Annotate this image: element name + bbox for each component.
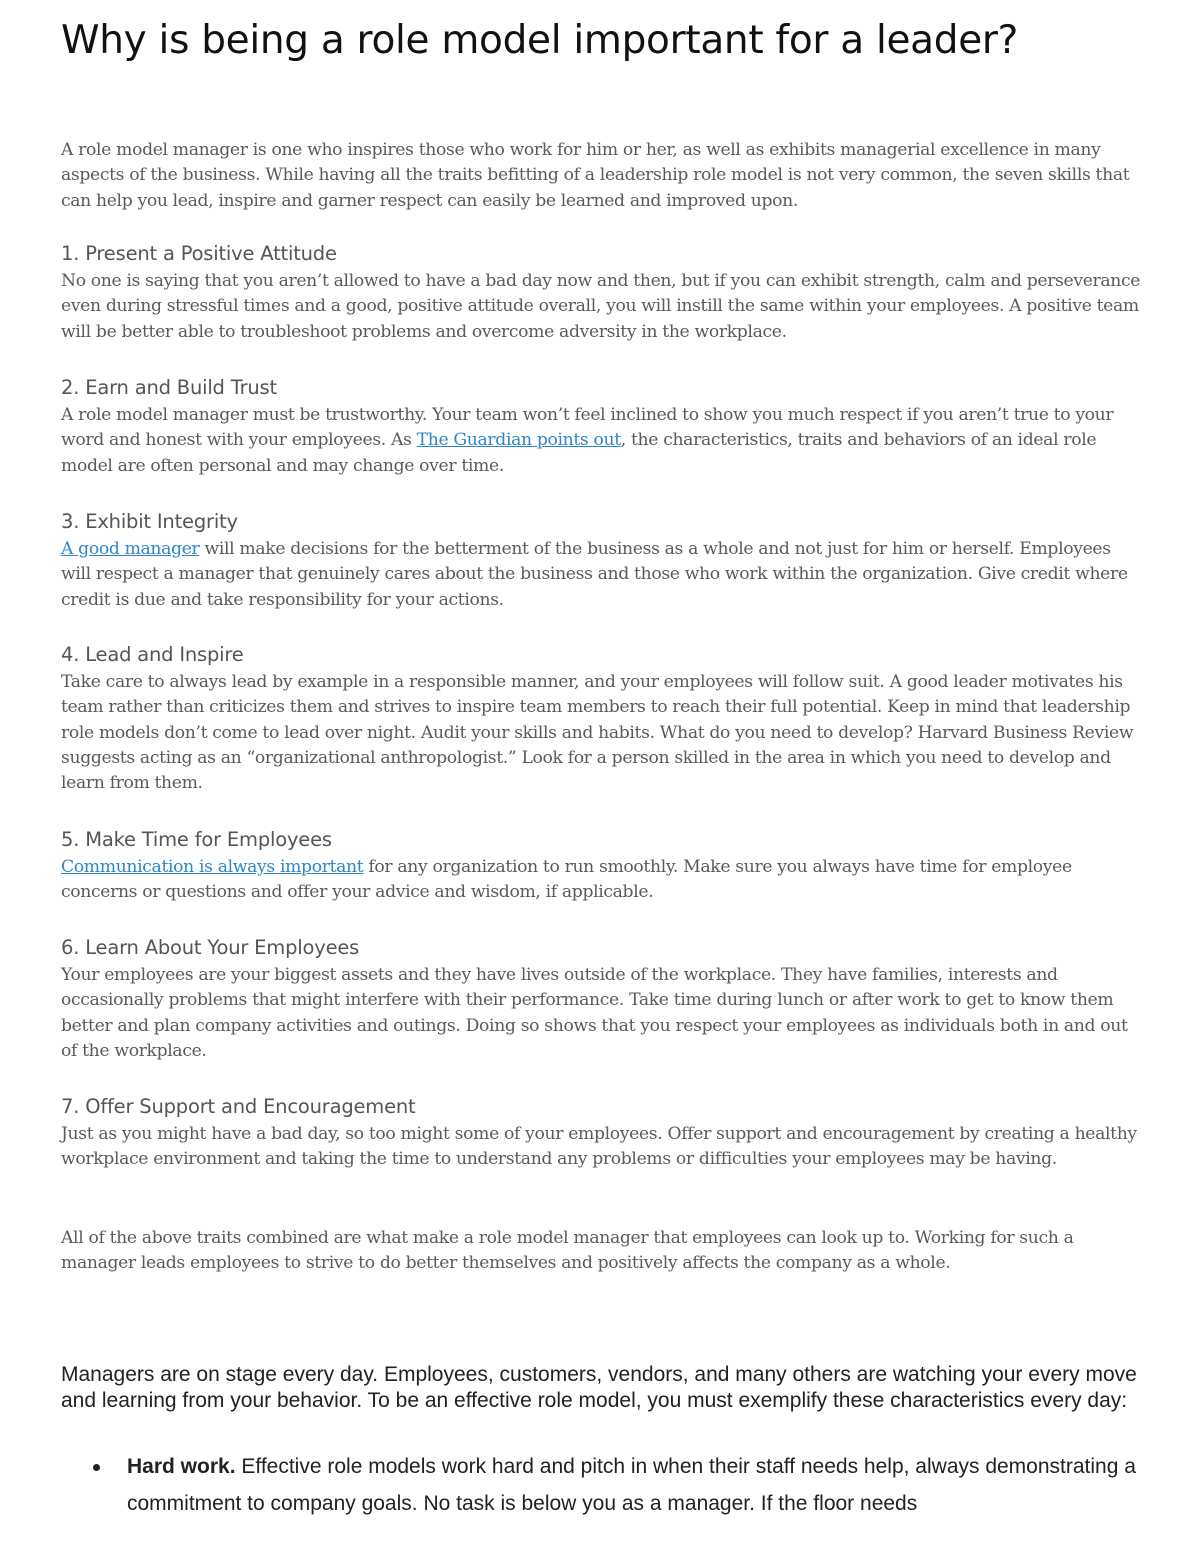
body-text: will make decisions for the betterment of the business as a whole and not just for him or herself. Employees will respect a manager that genuinely cares about the business and those who work within the organization. Give credit where credit is due and take responsibility for your actions. <box>61 539 1128 610</box>
section-body <box>61 855 1141 906</box>
section-body: Your employees are your biggest assets and they have lives outside of the workplace. They have families, interests and occasionally problems that might interfere with their performance. Take time during lunch or after work to get to know them better and plan company activities and outings. Doing so shows that you respect your employees as individuals both in and out of the workplace. <box>61 965 1128 1061</box>
body-text: , the characteristics, traits and behaviors of an ideal role model are often personal and may change over time. <box>61 430 1097 476</box>
section-5 <box>61 826 1141 906</box>
section-heading: 3. Exhibit Integrity <box>61 510 238 533</box>
page-title: Why is being a role model important for a leader? <box>61 18 1019 63</box>
section-heading: 4. Lead and Inspire <box>61 643 244 666</box>
intro-paragraph: A role model manager is one who inspires those who work for him or her, as well as exhibits managerial excellence in many aspects of the business. While having all the traits befitting of a leadership role model is not very common, the seven skills that can help you lead, inspire and garner respect can easily be learned and improved upon. <box>61 140 1130 211</box>
list-item <box>61 1448 1141 1522</box>
managers-paragraph: Managers are on stage every day. Employees, customers, vendors, and many others are watching your every move and learning from your behavior. To be an effective role model, you must exemplify these characteristics every day: <box>61 1363 1137 1412</box>
body-text: A role model manager must be trustworthy. Your team won’t feel inclined to show you much respect if you aren’t true to your word and honest with your employees. As <box>61 405 1114 451</box>
body-text: for any organization to run smoothly. Make sure you always have time for employee concerns or questions and offer your advice and wisdom, if applicable. <box>61 857 1072 903</box>
section-body: Take care to always lead by example in a responsible manner, and your employees will follow suit. A good leader motivates his team rather than criticizes them and strives to inspire team members to reach their full potential. Keep in mind that leadership role models don’t come to lead over night. Audit your skills and habits. What do you need to develop? Harvard Business Review suggests acting as an “organizational anthropologist.” Look for a person skilled in the area in which you need to develop and learn from them. <box>61 672 1134 794</box>
section-body: No one is saying that you aren’t allowed to have a bad day now and then, but if you can exhibit strength, calm and perseverance even during stressful times and a good, positive attitude overall, you will instill the same within your employees. A positive team will be better able to troubleshoot problems and overcome adversity in the workplace. <box>61 271 1141 342</box>
section-6 <box>61 934 1141 1064</box>
list-item-text: Effective role models work hard and pitch in when their staff needs help, always demonstrating a commitment to company goals. No task is below you as a manager. If the floor needs <box>127 1455 1136 1515</box>
section-body <box>61 403 1141 479</box>
closing-paragraph: All of the above traits combined are what make a role model manager that employees can look up to. Working for such a manager leads employees to strive to do better themselves and positively affects the company as a whole. <box>61 1228 1074 1274</box>
characteristics-list <box>61 1448 1141 1522</box>
guardian-link[interactable]: The Guardian points out <box>416 430 621 451</box>
section-heading: 5. Make Time for Employees <box>61 828 332 851</box>
section-body: Just as you might have a bad day, so too might some of your employees. Offer support and encouragement by creating a healthy workplace environment and taking the time to understand any problems or difficulties your employees may be having. <box>61 1124 1137 1170</box>
communication-link[interactable]: Communication is always important <box>61 857 364 877</box>
section-heading: 6. Learn About Your Employees <box>61 936 360 959</box>
bullet-icon <box>93 1464 100 1471</box>
section-heading: 1. Present a Positive Attitude <box>61 242 337 265</box>
section-7 <box>61 1093 1141 1173</box>
section-body <box>61 537 1141 613</box>
section-3 <box>61 508 1141 613</box>
section-1 <box>61 240 1141 345</box>
good-manager-link[interactable]: A good manager <box>61 539 200 559</box>
section-2 <box>61 374 1141 479</box>
list-item-bold: Hard work. <box>127 1455 236 1478</box>
section-4 <box>61 641 1141 796</box>
section-heading: 7. Offer Support and Encouragement <box>61 1095 416 1118</box>
section-heading: 2. Earn and Build Trust <box>61 376 277 399</box>
